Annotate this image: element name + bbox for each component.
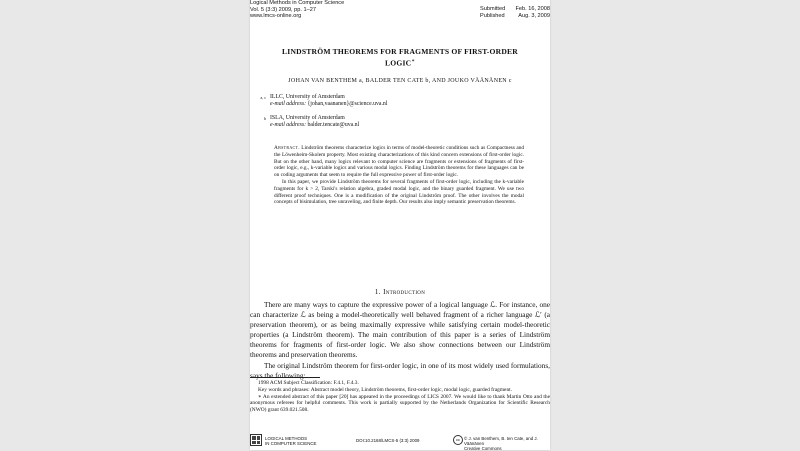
intro-paragraph-1: There are many ways to capture the expressive power of a logical language ℒ. For instance, one can characterize ℒ as being a model-theoretically well behaved fragment of a richer language ℒ′ (a preservation theorem), or as being maximally expressive while satisfying certain model-theoretic properties (a Lindström theorem). The main contribution of this paper is a series of Lindström theorems for fragments of first-order logic. We also show connections between our Lindström theorems and preservation theorems. (250, 300, 550, 360)
paper-title (250, 47, 550, 69)
affiliation-1-email-label: e-mail address (270, 101, 305, 108)
section-title: Introduction (383, 288, 426, 296)
journal-volume: Vol. 5 (3:3) 2009, pp. 1–27 (250, 6, 316, 13)
abstract (274, 145, 524, 206)
affiliation-2-institution: ISLA, University of Amsterdam (270, 115, 345, 121)
abstract-label: Abstract. (274, 145, 300, 151)
license-name: Creative Commons (464, 446, 502, 451)
logo-line-1: LOGICAL METHODS (265, 436, 308, 441)
submitted-date: Feb. 16, 2008 (515, 6, 550, 12)
affiliation-1-marks: a, c (260, 95, 266, 100)
published-label: Published (480, 12, 505, 19)
section-heading (250, 288, 550, 296)
affiliation-1-email[interactable]: {johan,vaananen}@science.uva.nl (307, 101, 388, 108)
page-footer (250, 434, 550, 450)
copyright-notice (464, 436, 550, 451)
submission-dates (480, 6, 550, 19)
doi[interactable]: DOI:10.2168/LMCS-5 (3:3) 2009 (356, 438, 420, 443)
intro-paragraph-2: The original Lindström theorem for first-order logic, in one of its most widely used formulations, says the following: (250, 360, 550, 380)
journal-header (250, 0, 344, 20)
affiliation-2-marks: b (264, 116, 266, 121)
logo-line-2: IN COMPUTER SCIENCE (265, 441, 317, 446)
lmcs-logo-text (265, 436, 316, 446)
submitted-label: Submitted (480, 6, 506, 12)
footnotes (250, 380, 550, 414)
paper-page (250, 0, 550, 450)
affiliation-2-email-label: e-mail address (270, 122, 305, 129)
acknowledgement-footnote: ∗ An extended abstract of this paper [20] has appeared in the proceedings of LICS 2007. We would like to thank Martin Otto and the anonymous referees for helpful comments. This work is partially supported by the Netherlands Organization for Scientific Research (NWO) grant 639.021.508. (250, 393, 550, 414)
lmcs-logo-icon (250, 434, 262, 446)
abstract-paragraph-1: Lindström theorems characterize logics in terms of model-theoretic conditions such as Compactness and the Löwenheim-Skolem property. Most existing characterizations of this kind concern extensions of first-order logic. But on the other hand, many logics relevant to computer science are fragments or extensions of fragments of first-order logic, e.g., k-variable logics and various modal logics. Finding Lindström theorems for these languages can be on coding arguments that seem to require the full expressive power of first-order logic. (274, 145, 525, 179)
affiliation-1-institution: ILLC, University of Amsterdam (270, 94, 345, 100)
introduction-body (250, 300, 550, 381)
affiliation-2: b ISLA, University of Amsterdam e-mail address: balder.tencate@uva.nl (256, 115, 359, 129)
title-line-2: LOGIC (385, 58, 412, 68)
journal-website[interactable]: www.lmcs-online.org (250, 13, 302, 20)
section-number: 1. (374, 288, 381, 296)
journal-name: Logical Methods in Computer Science (250, 0, 345, 6)
author-list: JOHAN VAN BENTHEM a, BALDER TEN CATE b, AND JOUKO VÄÄNÄNEN c (288, 78, 512, 84)
abstract-paragraph-2: In this paper, we provide Lindström theorems for several fragments of first-order logic, including the k-variable fragments for k > 2, Tarski's relation algebra, graded modal logic, and the binary guarded fragment. We use two different proof techniques. One is a modification of the original Lindström proof. The other involves the modal concepts of bisimulation, tree unraveling, and finite depth. Our results also imply semantic preservation theorems. (274, 178, 524, 206)
footnote-rule (250, 377, 320, 378)
acm-classification: 1998 ACM Subject Classification: F.4.1, F.4.3. (258, 380, 359, 386)
affiliation-2-email[interactable]: balder.tencate@uva.nl (307, 122, 360, 129)
affiliation-1: a, c ILLC, University of Amsterdam e-mail address: {johan,vaananen}@science.uva.nl (256, 94, 387, 108)
creative-commons-icon: cc (453, 435, 463, 445)
title-line-1: LINDSTRÖM THEOREMS FOR FRAGMENTS OF FIRST-ORDER (282, 47, 518, 56)
published-date: Aug. 3, 2009 (518, 12, 550, 19)
copyright-holders: © J. van Benthem, B. ten Cate, and J. Väänänen (464, 436, 538, 446)
keywords: Key words and phrases: Abstract model theory, Lindström theorems, first-order logic, modal logic, guarded fragment. (258, 386, 512, 393)
title-footnote-mark: ∗ (411, 59, 415, 64)
